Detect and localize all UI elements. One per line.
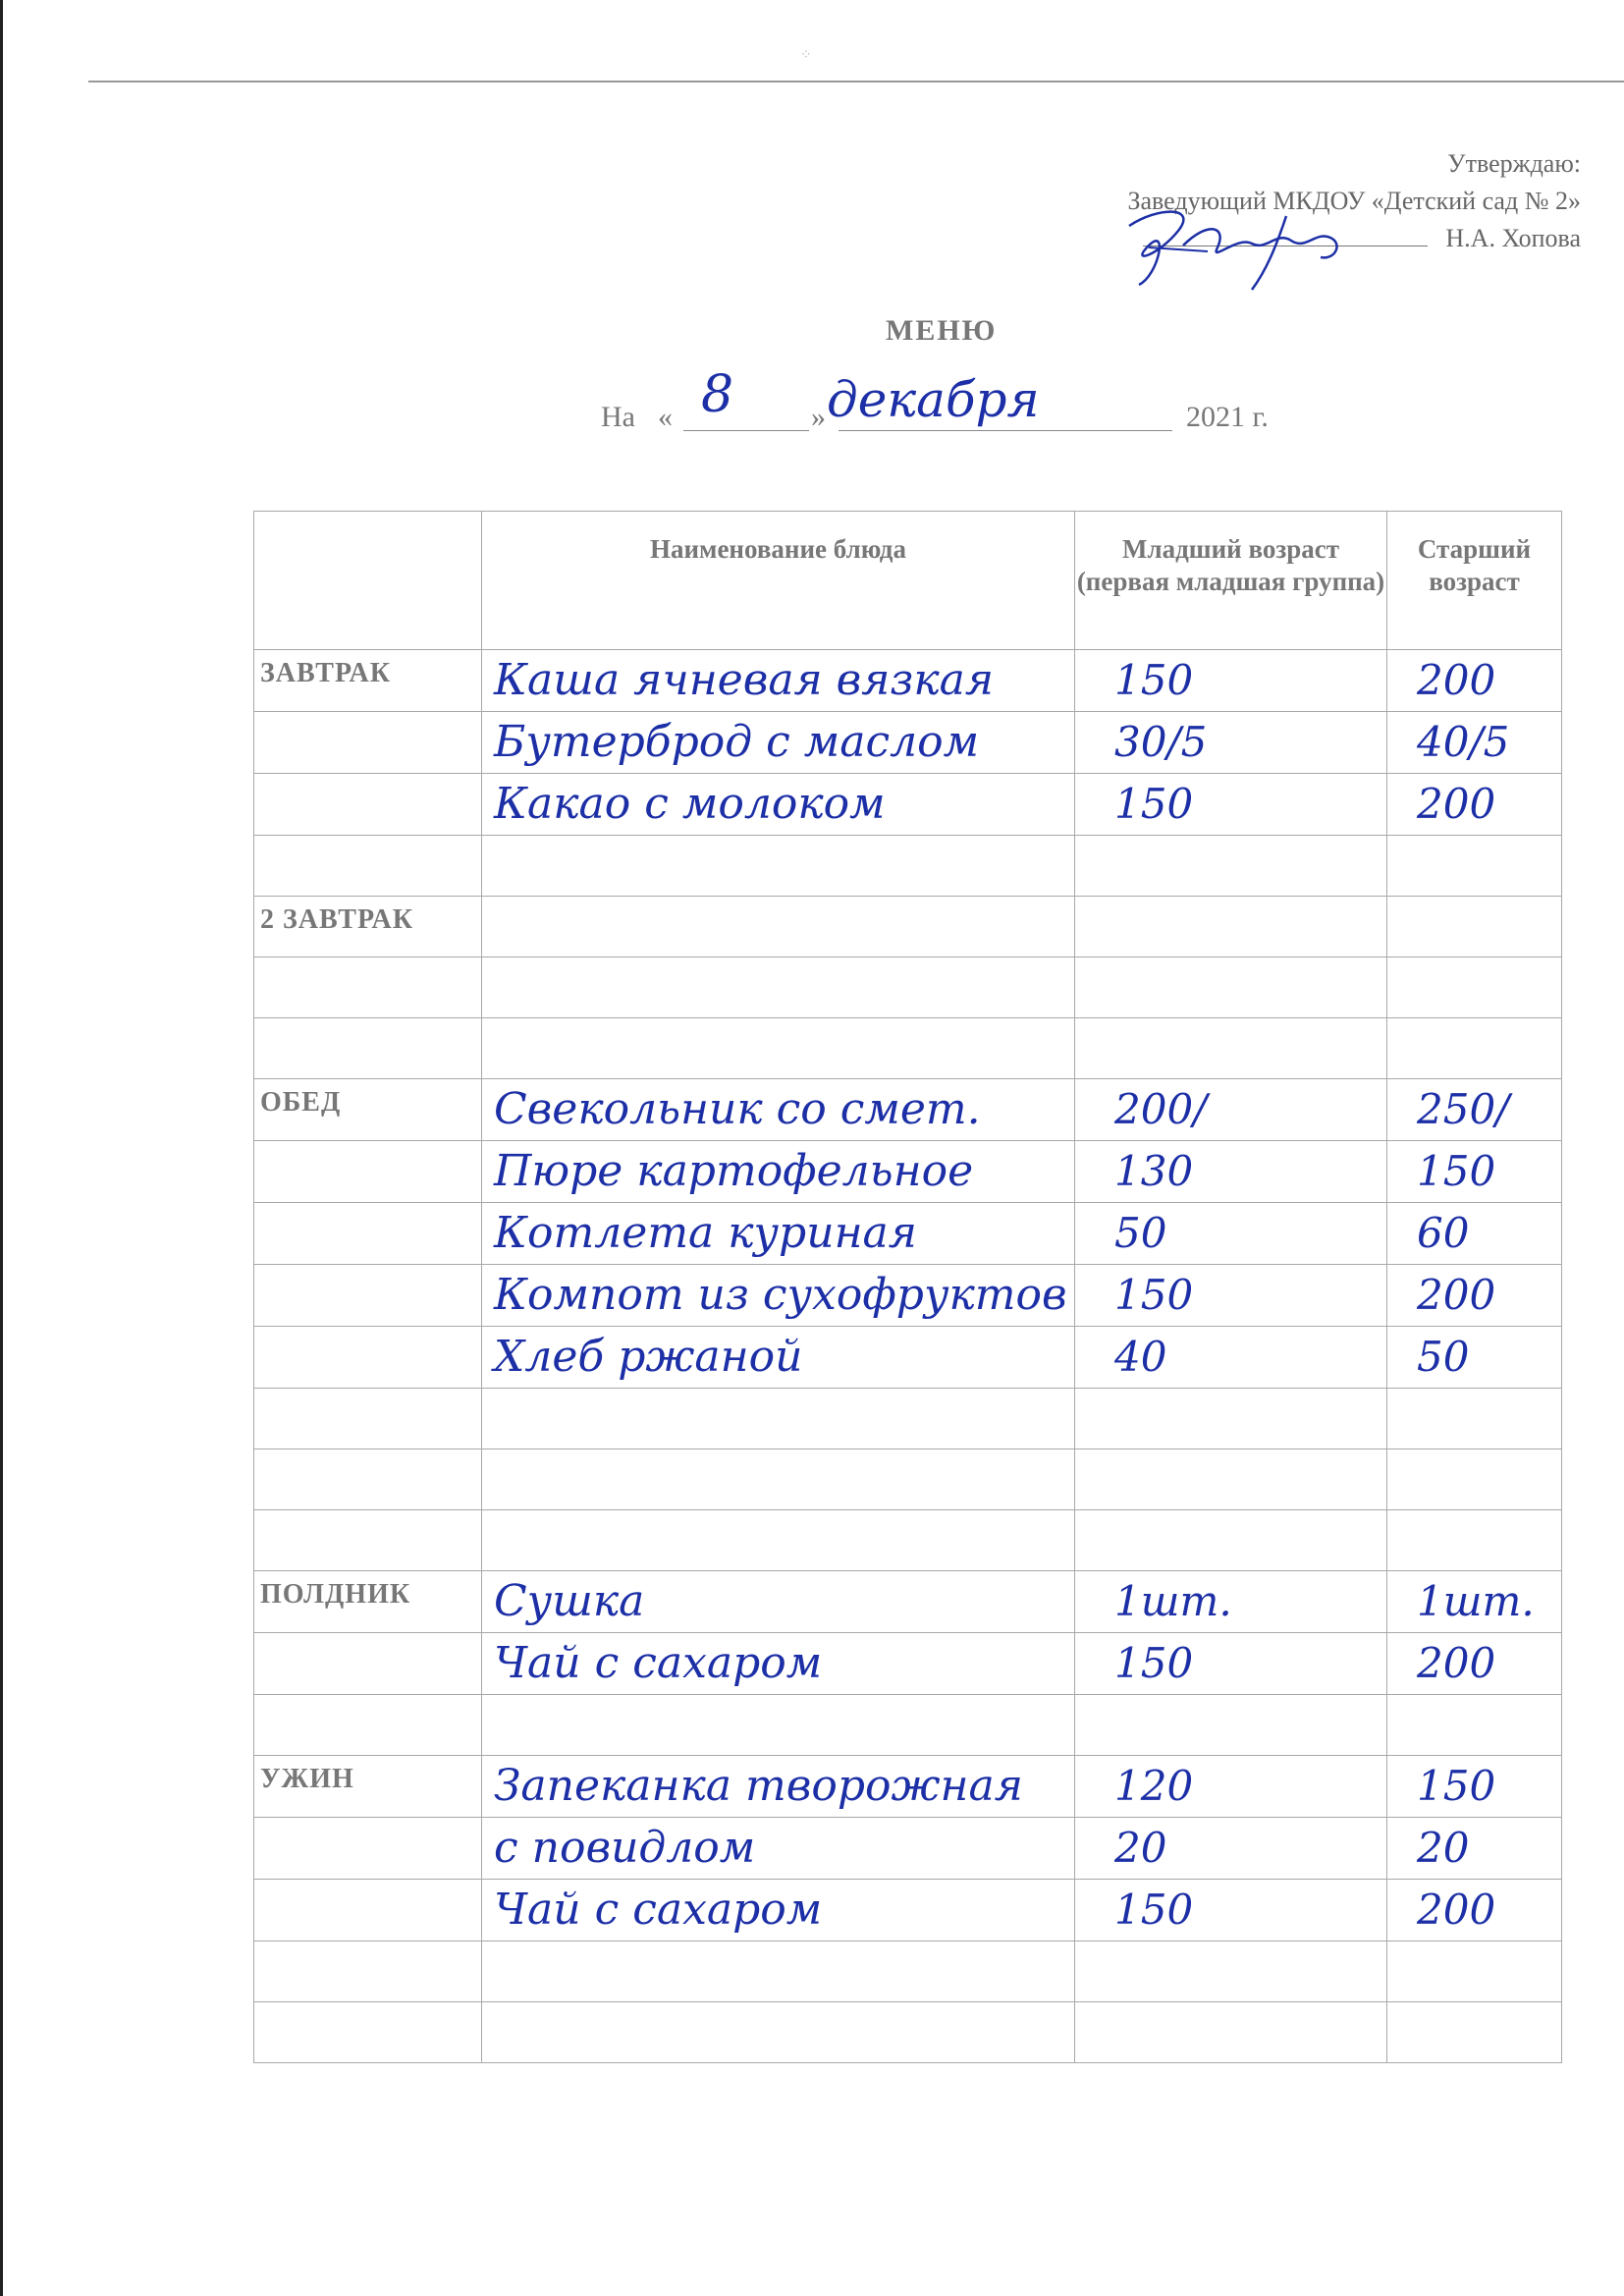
dish-name: Сушка [494,1576,645,1626]
dish-name-cell [482,897,1075,957]
junior-portion-cell [1075,1203,1387,1265]
dish-name-cell [482,1818,1075,1880]
senior-portion: 50 [1417,1333,1470,1381]
table-row [254,1389,1562,1449]
senior-portion: 20 [1417,1824,1470,1872]
senior-portion: 1шт. [1417,1577,1535,1625]
meal-label-cell [254,1818,482,1880]
menu-table [253,511,1562,2063]
dish-name-cell [482,1571,1075,1633]
senior-portion: 40/5 [1417,718,1510,766]
senior-portion-cell [1387,957,1562,1018]
meal-label-cell [254,897,482,957]
senior-portion-cell [1387,1265,1562,1327]
approve-label: Утверждаю: [1447,149,1581,178]
date-line [601,365,1308,442]
dish-name: Каша ячневая вязкая [494,655,995,705]
dish-name-cell [482,1265,1075,1327]
date-close-quote: » [811,401,826,433]
senior-portion-cell [1387,774,1562,836]
senior-portion-cell [1387,1203,1562,1265]
senior-portion: 200 [1417,1271,1496,1319]
senior-portion-cell [1387,1141,1562,1203]
dish-name-cell [482,1941,1075,2002]
date-prefix: На [601,401,635,433]
meal-label [254,1203,481,1211]
senior-portion-cell [1387,836,1562,897]
senior-portion-cell [1387,1818,1562,1880]
dish-name: Бутерброд с маслом [494,717,980,767]
senior-portion-cell [1387,1633,1562,1695]
senior-portion: 200 [1417,1886,1496,1934]
dish-name: Котлета куриная [494,1208,917,1258]
table-row [254,712,1562,774]
senior-portion: 150 [1417,1762,1496,1810]
meal-label-cell [254,1018,482,1079]
junior-portion: 150 [1114,1639,1194,1687]
junior-portion-cell [1075,1141,1387,1203]
meal-label-cell [254,1265,482,1327]
junior-portion-cell [1075,1818,1387,1880]
date-year: 2021 г. [1186,401,1269,433]
junior-portion: 40 [1114,1333,1167,1381]
senior-portion: 200 [1417,656,1496,704]
header-junior-age: Младший возраст (первая младшая группа) [1075,512,1387,650]
scan-artifact: ⁘ [800,48,812,63]
header-meal [254,512,482,650]
table-row [254,836,1562,897]
senior-portion: 150 [1417,1147,1496,1195]
dish-name-cell [482,1079,1075,1141]
table-row [254,2002,1562,2063]
meal-label-cell [254,1203,482,1265]
senior-portion-cell [1387,897,1562,957]
table-row [254,1265,1562,1327]
senior-portion-cell [1387,650,1562,712]
meal-label [254,1449,481,1457]
junior-portion: 130 [1114,1147,1194,1195]
meal-label [254,1389,481,1396]
meal-label-cell [254,1880,482,1941]
junior-portion-cell [1075,650,1387,712]
meal-label-cell [254,1079,482,1141]
meal-label [254,1327,481,1335]
meal-label [254,1141,481,1149]
junior-portion: 30/5 [1114,718,1208,766]
junior-portion: 120 [1114,1762,1194,1810]
senior-portion-cell [1387,1756,1562,1818]
table-row [254,774,1562,836]
dish-name-cell [482,1203,1075,1265]
dish-name-cell [482,836,1075,897]
meal-label-cell [254,1633,482,1695]
senior-portion: 250/ [1417,1085,1510,1133]
junior-portion-cell [1075,836,1387,897]
senior-portion: 60 [1417,1209,1470,1257]
meal-label-cell [254,1389,482,1449]
meal-label [254,1941,481,1949]
junior-portion-cell [1075,1449,1387,1510]
meal-label: ПОЛДНИК [260,1579,411,1610]
date-day: 8 [701,365,734,424]
junior-portion-cell [1075,1079,1387,1141]
senior-portion-cell [1387,1389,1562,1449]
dish-name-cell [482,1389,1075,1449]
meal-label-cell [254,1571,482,1633]
junior-portion-cell [1075,1389,1387,1449]
header-senior-age: Старший возраст [1387,512,1562,650]
junior-portion-cell [1075,897,1387,957]
senior-portion-cell [1387,1510,1562,1571]
date-month: декабря [827,371,1040,428]
meal-label: ЗАВТРАК [260,658,392,688]
senior-portion-cell [1387,1695,1562,1756]
junior-portion: 150 [1114,656,1194,704]
page-top-rule [88,81,1624,82]
dish-name-cell [482,2002,1075,2063]
junior-portion: 150 [1114,1886,1194,1934]
meal-label-cell [254,836,482,897]
meal-label [254,1818,481,1826]
junior-portion-cell [1075,1756,1387,1818]
meal-label [254,1880,481,1887]
table-row [254,957,1562,1018]
dish-name-cell [482,957,1075,1018]
table-row [254,1079,1562,1141]
senior-portion-cell [1387,1327,1562,1389]
scan-left-edge [0,0,3,2296]
dish-name-cell [482,650,1075,712]
junior-portion-cell [1075,712,1387,774]
dish-name-cell [482,1695,1075,1756]
dish-name-cell [482,1756,1075,1818]
junior-portion-cell [1075,957,1387,1018]
meal-label [254,1695,481,1703]
meal-label [254,1510,481,1518]
dish-name-cell [482,1018,1075,1079]
junior-portion: 150 [1114,780,1194,828]
meal-label-cell [254,1510,482,1571]
senior-portion-cell [1387,1449,1562,1510]
junior-portion-cell [1075,1941,1387,2002]
junior-portion: 150 [1114,1271,1194,1319]
meal-label [254,1633,481,1641]
junior-portion-cell [1075,1510,1387,1571]
junior-portion-cell [1075,2002,1387,2063]
junior-portion-cell [1075,1633,1387,1695]
handwritten-signature [1090,187,1365,295]
table-row [254,1203,1562,1265]
meal-label-cell [254,650,482,712]
table-row [254,1018,1562,1079]
header-dish-name: Наименование блюда [482,512,1075,650]
menu-table-body [254,650,1562,2063]
dish-name-cell [482,1633,1075,1695]
junior-portion: 50 [1114,1209,1167,1257]
meal-label [254,957,481,965]
junior-portion-cell [1075,1265,1387,1327]
meal-label-cell [254,1941,482,2002]
dish-name: с повидлом [494,1823,756,1873]
meal-label: 2 ЗАВТРАК [260,904,414,935]
dish-name-cell [482,1449,1075,1510]
senior-portion-cell [1387,1018,1562,1079]
dish-name: Какао с молоком [494,779,886,829]
dish-name-cell [482,712,1075,774]
meal-label-cell [254,1449,482,1510]
dish-name-cell [482,1880,1075,1941]
dish-name: Пюре картофельное [494,1146,974,1196]
meal-label-cell [254,1695,482,1756]
table-row [254,1818,1562,1880]
meal-label [254,1018,481,1026]
date-open-quote: « [658,401,673,433]
page-title: МЕНЮ [886,314,998,347]
meal-label [254,1265,481,1273]
meal-label: ОБЕД [260,1087,342,1118]
junior-portion-cell [1075,1018,1387,1079]
senior-portion-cell [1387,712,1562,774]
table-header-row [254,512,1562,650]
table-row [254,1510,1562,1571]
dish-name-cell [482,1141,1075,1203]
table-row [254,1941,1562,2002]
meal-label-cell [254,1141,482,1203]
table-row [254,1756,1562,1818]
senior-portion-cell [1387,1941,1562,2002]
senior-portion: 200 [1417,1639,1496,1687]
meal-label: УЖИН [260,1764,354,1794]
dish-name-cell [482,774,1075,836]
table-row [254,1449,1562,1510]
meal-label [254,774,481,782]
junior-portion-cell [1075,1327,1387,1389]
junior-portion-cell [1075,774,1387,836]
table-row [254,1571,1562,1633]
dish-name: Чай с сахаром [494,1885,823,1935]
dish-name: Компот из сухофруктов [494,1270,1067,1320]
senior-portion-cell [1387,1880,1562,1941]
meal-label-cell [254,1327,482,1389]
table-row [254,1141,1562,1203]
dish-name-cell [482,1510,1075,1571]
meal-label-cell [254,2002,482,2063]
dish-name-cell [482,1327,1075,1389]
senior-portion-cell [1387,2002,1562,2063]
approver-position: Заведующий МКДОУ «Детский сад № 2» [1127,187,1581,215]
dish-name: Запеканка творожная [494,1761,1023,1811]
meal-label-cell [254,712,482,774]
junior-portion-cell [1075,1880,1387,1941]
junior-portion: 200/ [1114,1085,1208,1133]
senior-portion-cell [1387,1079,1562,1141]
table-row [254,1633,1562,1695]
meal-label-cell [254,1756,482,1818]
dish-name: Чай с сахаром [494,1638,823,1688]
junior-portion-cell [1075,1571,1387,1633]
table-row [254,1327,1562,1389]
meal-label [254,712,481,720]
meal-label-cell [254,774,482,836]
meal-label-cell [254,957,482,1018]
approver-name: Н.А. Хопова [1445,224,1581,252]
junior-portion: 1шт. [1114,1577,1232,1625]
table-row [254,650,1562,712]
meal-label [254,836,481,844]
senior-portion-cell [1387,1571,1562,1633]
table-row [254,1695,1562,1756]
junior-portion-cell [1075,1695,1387,1756]
table-row [254,1880,1562,1941]
dish-name: Свекольник со смет. [494,1084,981,1134]
table-row [254,897,1562,957]
dish-name: Хлеб ржаной [494,1332,803,1382]
junior-portion: 20 [1114,1824,1167,1872]
meal-label [254,2002,481,2010]
senior-portion: 200 [1417,780,1496,828]
